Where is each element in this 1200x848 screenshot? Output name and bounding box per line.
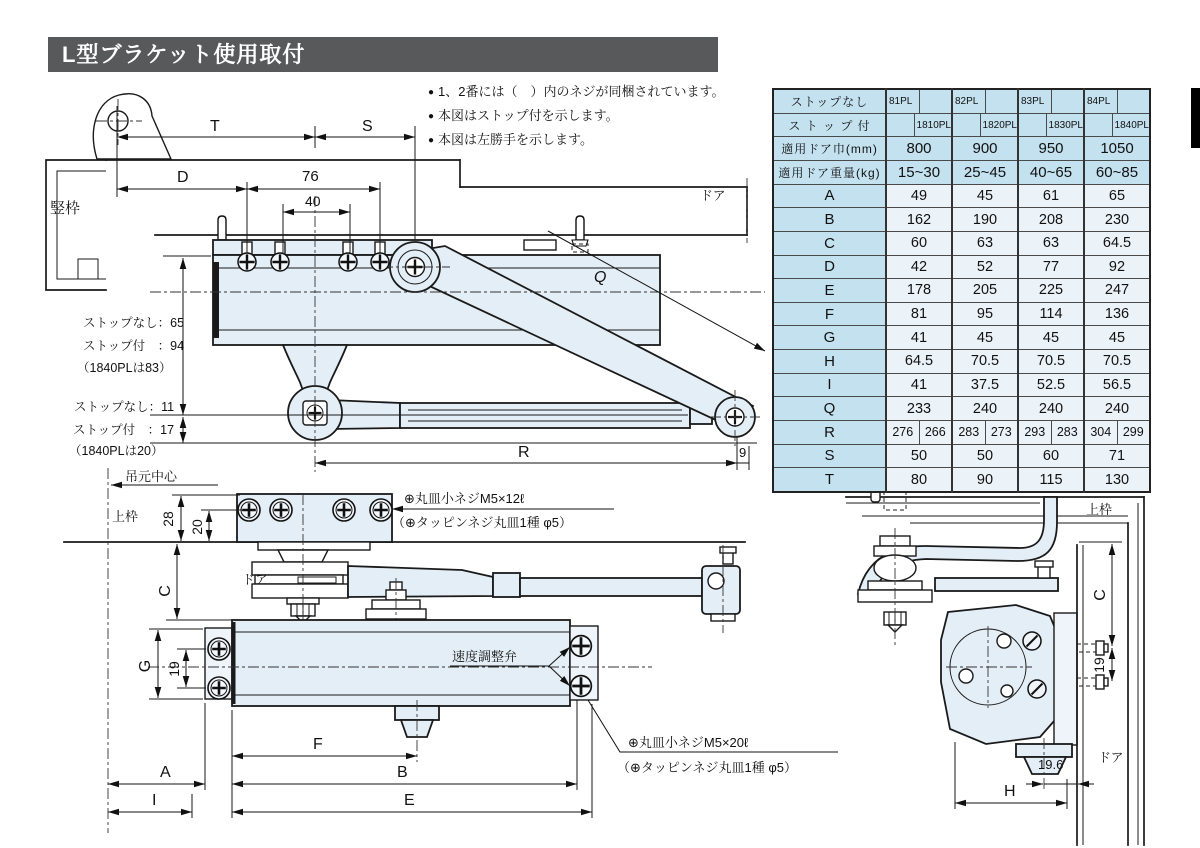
label-door-plan: ドア [700,188,726,203]
value-cell: 1050 [1084,137,1150,161]
value-cell: 50 [886,444,952,468]
label-screw-m5x12: ⊕丸皿小ネジM5×12ℓ [404,491,525,506]
model-cell: 1840PL [1084,113,1150,137]
mounting-bolt [572,216,588,246]
speed-valve-screw [571,676,592,697]
model-cell: 83PL [1018,89,1084,113]
value-cell: 70.5 [1084,350,1150,374]
label-dim-r: R [518,444,530,461]
label-dim-20: 20 [189,519,205,535]
label-dim-19-elev: 19 [166,661,182,677]
row-label: 適用ドア巾(mm) [773,137,886,161]
row-label: A [773,184,886,208]
value-cell: 95 [952,302,1018,326]
label-dim-d: D [177,169,189,186]
value-cell: 41 [886,373,952,397]
value-cell: 70.5 [952,350,1018,374]
label-dim-c-elev: C [157,585,174,597]
elevation-view [64,468,838,833]
value-cell: 45 [952,326,1018,350]
label-speed-valve: 速度調整弁 [452,649,518,664]
model-cell: 84PL [1084,89,1150,113]
label-dim-a: A [160,764,171,781]
row-label: S [773,444,886,468]
value-cell: 800 [886,137,952,161]
row-label: H [773,350,886,374]
row-label: F [773,302,886,326]
value-cell: 130 [1084,468,1150,492]
row-label: I [773,373,886,397]
note-item: ● 本図はストップ付を示します。 [428,104,773,128]
row-label: E [773,279,886,303]
value-cell: 64.5 [1084,231,1150,255]
value-cell: 49 [886,184,952,208]
label-stop-94: ストップ付 ：94 [83,339,185,353]
row-label: G [773,326,886,350]
row-label: T [773,468,886,492]
label-tapping-note-2: （⊕タッピンネジ丸皿1種 φ5） [617,760,798,775]
value-cell: 37.5 [952,373,1018,397]
model-cell: 1810PL [886,113,952,137]
row-label: C [773,231,886,255]
label-dim-i: I [152,792,157,809]
value-cell: 52.5 [1018,373,1084,397]
value-cell: 115 [1018,468,1084,492]
label-dim-40: 40 [305,193,321,209]
model-cell: 1820PL [952,113,1018,137]
l-bracket [93,94,171,159]
value-cell: 25~45 [952,161,1018,185]
label-stop-17: ストップ付 ：17 [73,423,175,437]
value-cell: 52 [952,255,1018,279]
value-cell: 162 [886,208,952,232]
value-cell: 900 [952,137,1018,161]
value-cell: 205 [952,279,1018,303]
label-uwawaku-elev: 上枠 [112,509,139,524]
label-dim-e: E [404,792,415,809]
value-cell: 247 [1084,279,1150,303]
label-door-elev: ドア [242,572,268,587]
side-view [846,480,1144,845]
value-cell: 63 [1018,231,1084,255]
value-cell: 208 [1018,208,1084,232]
value-cell: 114 [1018,302,1084,326]
row-label: Q [773,397,886,421]
top-bracket [237,494,392,562]
label-stop-none-65: ストップなし：65 [83,316,185,330]
frame-profile [46,160,106,290]
value-cell: 56.5 [1084,373,1150,397]
label-dim-196: 19.6 [1038,757,1064,772]
value-cell: 77 [1018,255,1084,279]
value-cell: 178 [886,279,952,303]
value-cell: 42 [886,255,952,279]
row-label: 適用ドア重量(kg) [773,161,886,185]
value-cell: 240 [952,397,1018,421]
value-cell: 230 [1084,208,1150,232]
spec-table [772,88,1151,493]
page-title: L型ブラケット使用取付 [48,37,718,72]
value-cell: 45 [1018,326,1084,350]
value-cell: 304 299 [1084,420,1150,444]
value-cell: 81 [886,302,952,326]
page-edge-tab [1191,88,1200,148]
value-cell: 45 [1084,326,1150,350]
value-cell: 293 283 [1018,420,1084,444]
row-label-no-stop: ストップなし [773,89,886,113]
note-item: ● 本図は左勝手を示します。 [428,128,773,152]
label-dim-t: T [210,118,220,135]
row-label-stop: ス ト ッ プ 付 [773,113,886,137]
speed-valve-screw [571,636,592,657]
label-dim-g: G [137,659,154,673]
label-note-20: （1840PLは20） [69,444,164,458]
label-tatewaku: 竪枠 [50,200,81,217]
label-dim-s: S [362,118,373,135]
value-cell: 225 [1018,279,1084,303]
row-label: D [773,255,886,279]
value-cell: 950 [1018,137,1084,161]
label-screw-m5x20: ⊕丸皿小ネジM5×20ℓ [628,735,749,750]
value-cell: 90 [952,468,1018,492]
label-note-83: （1840PLは83） [77,361,172,375]
label-dim-19-side: 19 [1091,657,1107,673]
value-cell: 65 [1084,184,1150,208]
value-cell: 15~30 [886,161,952,185]
label-dim-h: H [1004,783,1016,800]
value-cell: 45 [952,184,1018,208]
value-cell: 92 [1084,255,1150,279]
value-cell: 240 [1018,397,1084,421]
value-cell: 283 273 [952,420,1018,444]
label-door-side: ドア [1098,750,1124,765]
value-cell: 63 [952,231,1018,255]
value-cell: 136 [1084,302,1150,326]
label-dim-b: B [397,764,408,781]
note-item: ● 1、2番には（ ）内のネジが同梱されています。 [428,80,773,104]
value-cell: 60~85 [1084,161,1150,185]
label-tsurimoto: 吊元中心 [125,469,178,484]
label-tapping-note: （⊕タッピンネジ丸皿1種 φ5） [392,515,573,530]
model-cell: 1830PL [1018,113,1084,137]
value-cell: 64.5 [886,350,952,374]
notes-list [428,80,773,152]
row-label: B [773,208,886,232]
model-cell: 82PL [952,89,1018,113]
label-dim-q: Q [594,269,607,286]
value-cell: 50 [952,444,1018,468]
value-cell: 276 266 [886,420,952,444]
value-cell: 60 [1018,444,1084,468]
value-cell: 240 [1084,397,1150,421]
label-dim-28: 28 [160,511,176,527]
row-label: R [773,420,886,444]
screw-callout-top [392,491,614,530]
closer-body-elevation [148,620,652,762]
value-cell: 190 [952,208,1018,232]
label-dim-c-side: C [1092,589,1109,601]
label-dim-f: F [313,736,323,753]
label-dim-76: 76 [302,168,319,185]
screw-callout-bottom [588,700,838,775]
value-cell: 60 [886,231,952,255]
product-label-plate [524,240,556,250]
value-cell: 80 [886,468,952,492]
value-cell: 71 [1084,444,1150,468]
label-uwawaku-side: 上枠 [1086,502,1113,517]
label-dim-9: 9 [739,445,747,460]
value-cell: 40~65 [1018,161,1084,185]
label-stop-none-11: ストップなし：11 [74,400,175,414]
value-cell: 233 [886,397,952,421]
value-cell: 41 [886,326,952,350]
model-cell: 81PL [886,89,952,113]
value-cell: 61 [1018,184,1084,208]
value-cell: 70.5 [1018,350,1084,374]
